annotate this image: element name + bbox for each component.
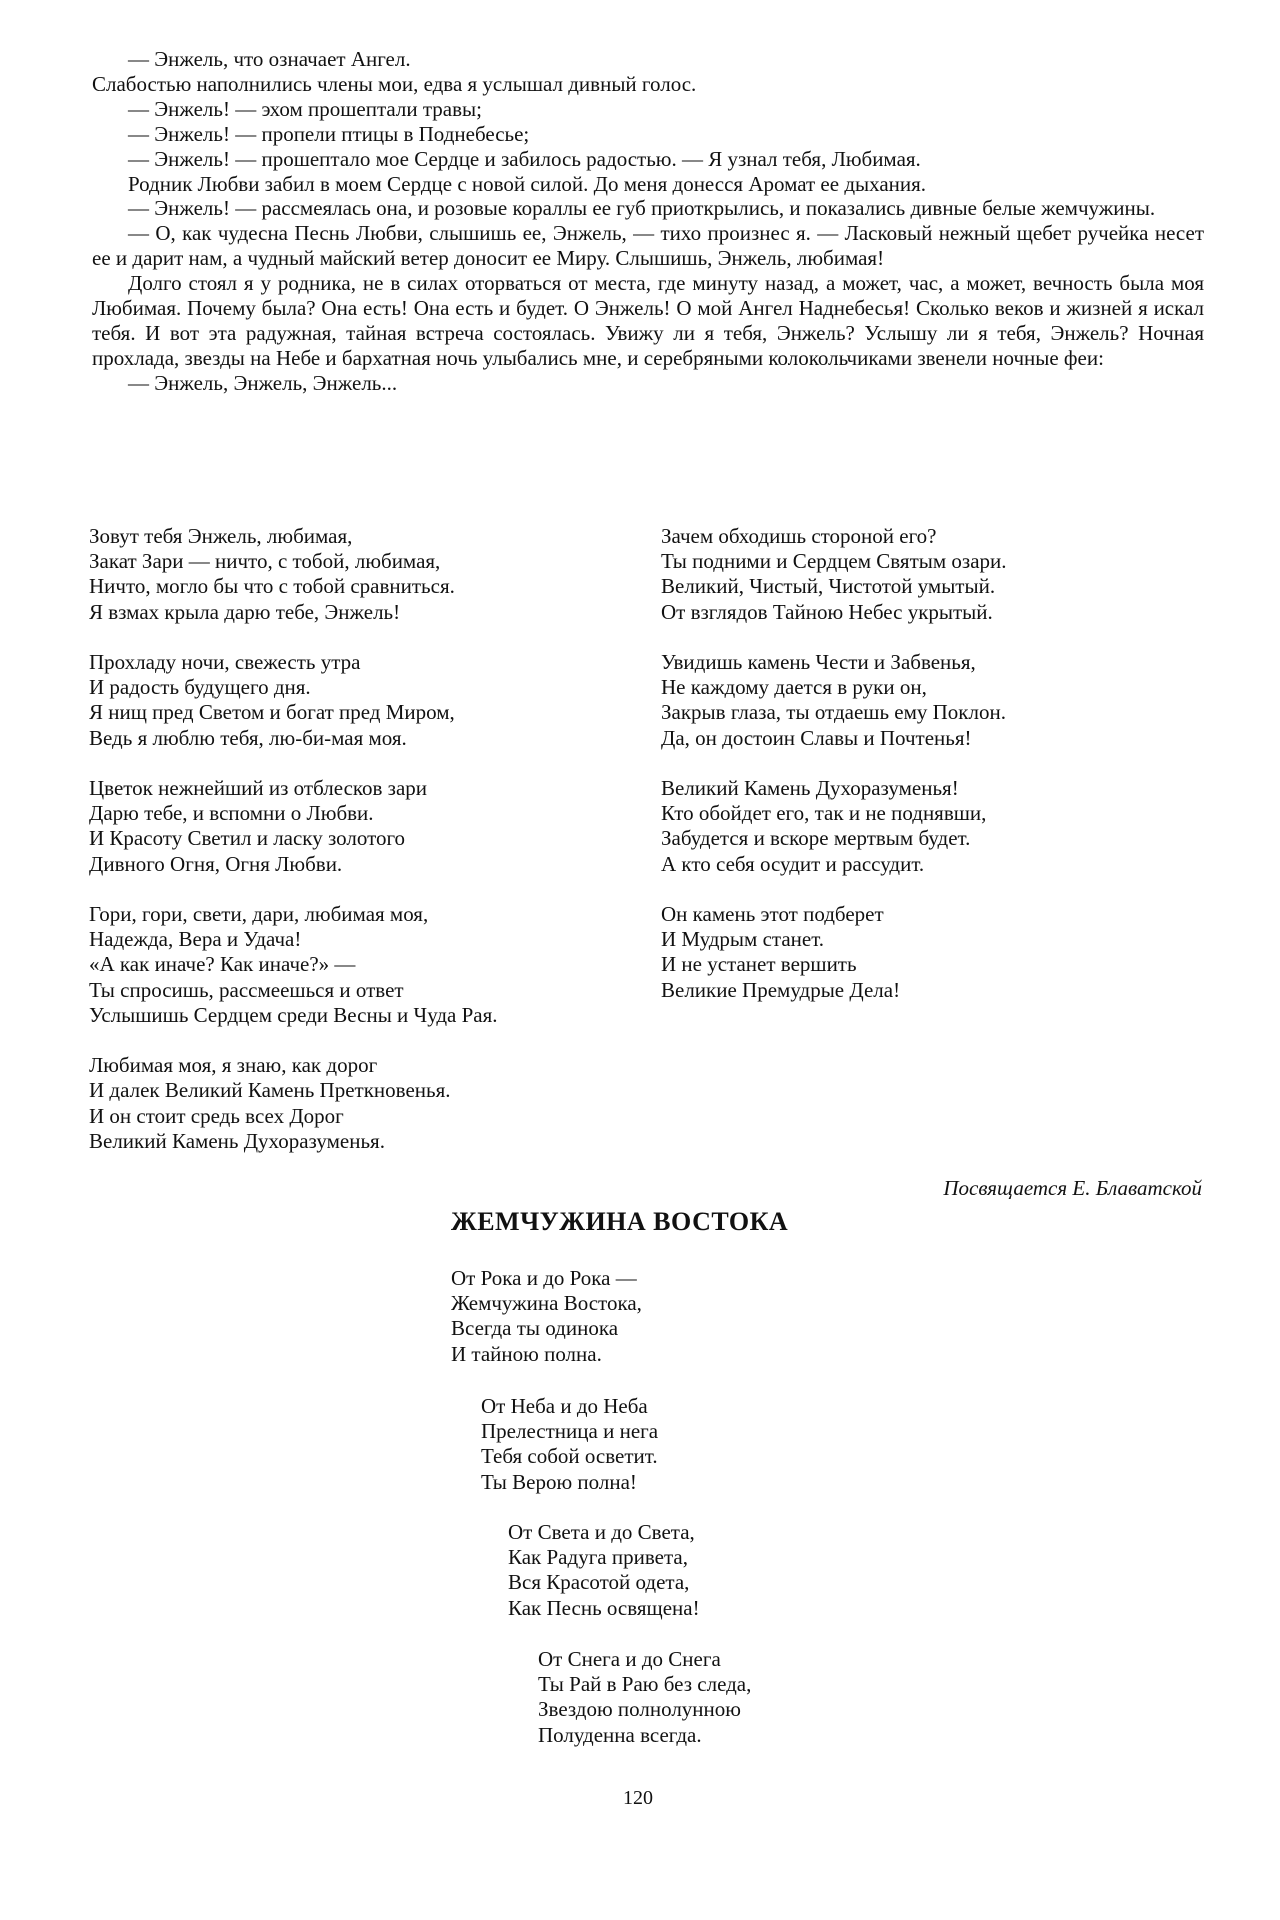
stanza	[538, 1647, 751, 1748]
poem-line: Любимая моя, я знаю, как дорог	[89, 1053, 378, 1078]
poem-line: Вся Красотой одета,	[508, 1570, 690, 1595]
poem-line: Забудется и вскоре мертвым будет.	[661, 826, 971, 851]
poem-line: Надежда, Вера и Удача!	[89, 927, 302, 952]
poem-line: И далек Великий Камень Преткновенья.	[89, 1078, 451, 1103]
stanza	[661, 902, 1221, 1003]
prose-paragraph: — Энжель! — рассмеялась она, и розовые кораллы ее губ приоткрылись, и показались дивные белые жемчужины.	[128, 196, 1156, 221]
poem-line: Он камень этот подберет	[661, 902, 884, 926]
poem-line: Ты подними и Сердцем Святым озари.	[661, 549, 1007, 574]
dedication: Посвящается Е. Блаватской	[943, 1176, 1202, 1200]
poem-line: Услышишь Сердцем среди Весны и Чуда Рая.	[89, 1002, 498, 1027]
poem-line: Полуденна всегда.	[538, 1722, 702, 1747]
poem-line: От Рока и до Рока —	[451, 1266, 637, 1290]
poem-right-column	[661, 524, 1221, 1028]
prose-section	[92, 47, 1204, 396]
stanza	[481, 1394, 658, 1495]
stanza	[661, 776, 1221, 877]
poem-line: Как Радуга привета,	[508, 1545, 688, 1570]
poem-line: Ты Рай в Раю без следа,	[538, 1672, 752, 1697]
poem-line: И он стоит средь всех Дорог	[89, 1103, 344, 1128]
poem-left-column	[89, 524, 669, 1179]
stanza	[89, 650, 669, 751]
poem-line: Как Песнь освящена!	[508, 1595, 700, 1620]
poem-line: Да, он достоин Славы и Почтенья!	[661, 725, 972, 750]
poem-line: Великий, Чистый, Чистотой умытый.	[661, 574, 996, 599]
poem-line: Великие Премудрые Дела!	[661, 977, 901, 1002]
prose-paragraph: — Энжель, что означает Ангел.	[128, 47, 411, 71]
prose-paragraph: — О, как чудесна Песнь Любви, слышишь ее, Энжель, — тихо произнес я. — Ласковый нежный щебет ручейка несет ее и дарит нам, а чудный майский ветер доносит ее Миру. Слышишь, Энжель, любимая!	[92, 221, 1204, 271]
poem-line: Великий Камень Духоразуменья!	[661, 776, 959, 800]
poem-line: И Мудрым станет.	[661, 927, 825, 952]
poem-line: Всегда ты одинока	[451, 1316, 619, 1341]
poem-line: И радость будущего дня.	[89, 675, 311, 700]
stanza	[451, 1266, 642, 1367]
poem-line: «А как иначе? Как иначе?» —	[89, 952, 356, 977]
poem-line: Тебя собой осветит.	[481, 1444, 658, 1469]
poem-line: Ведь я люблю тебя, лю-би-мая моя.	[89, 725, 407, 750]
stanza	[661, 650, 1221, 751]
poem-line: Закрыв глаза, ты отдаешь ему Поклон.	[661, 700, 1006, 725]
poem-line: И Красоту Светил и ласку золотого	[89, 826, 406, 851]
poem-line: Прелестница и нега	[481, 1419, 659, 1444]
prose-paragraph: Долго стоял я у родника, не в силах оторваться от места, где минуту назад, а может, час, а может, вечность была моя Любимая. Почему была? Она есть! Она есть и будет. О Энжель! О мой Ангел Наднебесья! Сколько веков и жизней я искал тебя. И вот эта радужная, тайная встреча состоялась. Увижу ли я тебя, Энжель? Услышу ли я тебя, Энжель? Ночная прохлада, звезды на Небе и бархатная ночь улыбались мне, и серебряными колокольчиками звенели ночные феи:	[92, 271, 1204, 370]
poem-line: Ты спросишь, рассмеешься и ответ	[89, 977, 404, 1002]
stanza	[89, 902, 669, 1028]
poem-line: И не устанет вершить	[661, 952, 857, 977]
poem-line: Дивного Огня, Огня Любви.	[89, 851, 343, 876]
poem-line: Прохладу ночи, свежесть утра	[89, 650, 361, 674]
poem-line: От взглядов Тайною Небес укрытый.	[661, 599, 993, 624]
prose-paragraph: — Энжель, Энжель, Энжель...	[128, 370, 398, 395]
poem-line: Ты Верою полна!	[481, 1469, 637, 1494]
page-number: 120	[623, 1787, 653, 1809]
poem-line: Увидишь камень Чести и Забвенья,	[661, 650, 976, 674]
prose-paragraph: — Энжель! — пропели птицы в Поднебесье;	[128, 121, 530, 146]
poem-line: Гори, гори, свети, дари, любимая моя,	[89, 902, 429, 926]
prose-paragraph: — Энжель! — прошептало мое Сердце и забилось радостью. — Я узнал тебя, Любимая.	[128, 146, 921, 171]
poem-line: Зачем обходишь стороной его?	[661, 524, 937, 548]
poem-line: Звездою полнолунною	[538, 1697, 741, 1722]
poem-line: Кто обойдет его, так и не поднявши,	[661, 801, 987, 826]
stanza	[89, 1053, 669, 1154]
poem-line: Дарю тебе, и вспомни о Любви.	[89, 801, 374, 826]
poem-line: От Света и до Света,	[508, 1520, 695, 1544]
stanza	[89, 524, 669, 625]
poem-line: А кто себя осудит и рассудит.	[661, 851, 925, 876]
prose-paragraph: — Энжель! — эхом прошептали травы;	[128, 96, 482, 121]
poem-line: Ничто, могло бы что с тобой сравниться.	[89, 574, 455, 599]
stanza	[661, 524, 1221, 625]
poem-line: Закат Зари — ничто, с тобой, любимая,	[89, 549, 441, 574]
poem-line: Я взмах крыла дарю тебе, Энжель!	[89, 599, 401, 624]
prose-paragraph: Родник Любви забил в моем Сердце с новой силой. До меня донесся Аромат ее дыхания.	[128, 171, 927, 196]
poem-line: От Неба и до Неба	[481, 1394, 648, 1418]
poem-line: Великий Камень Духоразуменья.	[89, 1128, 385, 1153]
poem-line: Жемчужина Востока,	[451, 1291, 642, 1316]
poem-line: Не каждому дается в руки он,	[661, 675, 927, 700]
poem-line: От Снега и до Снега	[538, 1647, 721, 1671]
poem-line: Цветок нежнейший из отблесков зари	[89, 776, 428, 800]
poem-line: И тайною полна.	[451, 1341, 602, 1366]
poem-title: ЖЕМЧУЖИНА ВОСТОКА	[451, 1207, 789, 1236]
poem-line: Я нищ пред Светом и богат пред Миром,	[89, 700, 455, 725]
prose-paragraph: Слабостью наполнились члены мои, едва я услышал дивный голос.	[92, 71, 697, 96]
stanza	[89, 776, 669, 877]
poem-line: Зовут тебя Энжель, любимая,	[89, 524, 353, 548]
stanza	[508, 1520, 700, 1621]
